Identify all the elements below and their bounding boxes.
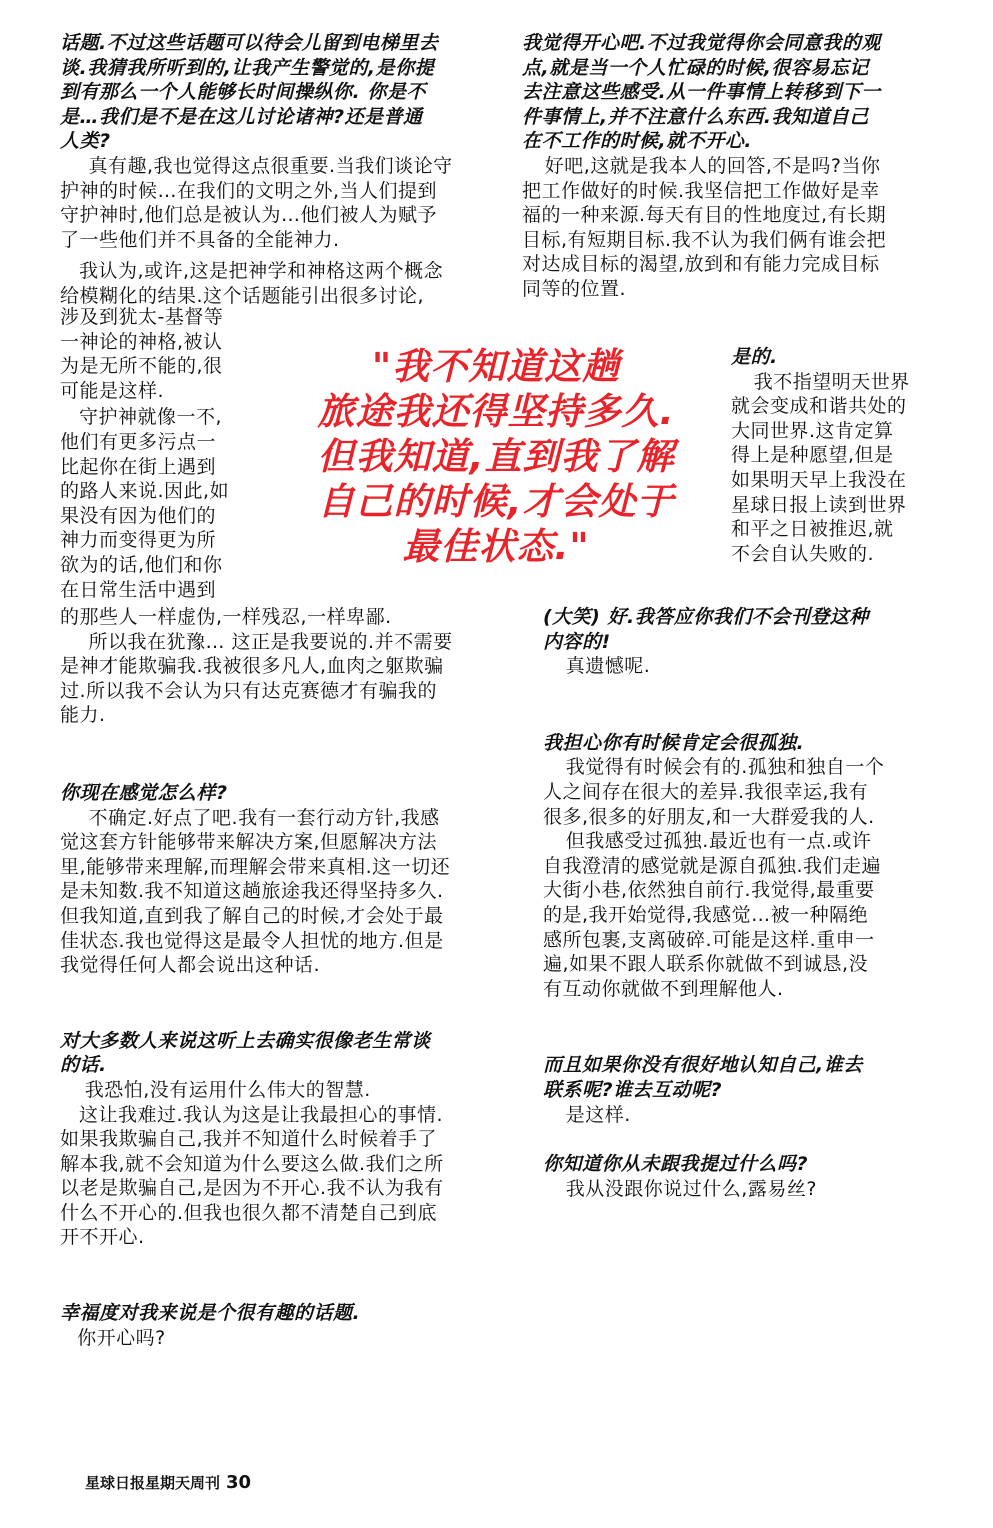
right-column-narrow (731, 345, 941, 566)
left-column-narrow (60, 305, 260, 602)
question-feeling: 你现在感觉怎么样? (60, 781, 228, 804)
answer-paragraph: 我不指望明天世界 就会变成和谐共处的 大同世界.这肯定算 得上是种愿望,但是 如果明天早上我没在 星球日报上读到世界 和平之日被推迟,就 不会自认失败的. (731, 370, 910, 565)
answer-line: 我从没跟你说过什么,露易丝? (565, 1177, 817, 1200)
answer-line: 是这样. (565, 1103, 631, 1126)
question-self: 而且如果你没有很好地认知自己,谁去 联系呢?谁去互动呢? (543, 1054, 863, 1101)
page-number: 30 (226, 1472, 252, 1493)
answer-paragraph: 但我感受过孤独.最近也有一点.或许 自我澄清的感觉就是源自孤独.我们走遍 大街小巷,依然独自前行.我觉得,最重要 的是,我开始觉得,我感觉…被一种隔绝 感所包裹,支离破碎.可能是这样.重申一 遍,如果不跟人联系你就做不到诚恳,没 有互动你就做不到理解他人. (543, 830, 882, 1000)
question-happy: 我觉得开心吧.不过我觉得你会同意我的观 点,就是当一个人忙碌的时候,很容易忘记 去注意这些感受.从一件事情上转移到下一 件事情上,并不注意什么东西.我知道自己 在不工作的时候,就不开心. (522, 32, 881, 153)
answer-paragraph: 守护神就像一不, 他们有更多污点一 比起你在街上遇到 的路人来说.因此,如 果没有因为他们的 神力而变得更为所 欲为的话,他们和你 在日常生活中遇到 (60, 406, 230, 601)
answer-paragraph: 涉及到犹太-基督等 一神论的神格,被认 为是无所不能的,很 可能是这样. (60, 306, 224, 402)
answer-paragraph: 不确定.好点了吧.我有一套行动方针,我感 觉这套方针能够带来解决方案,但愿解决方法 里,能够带来理解,而理解会带来真相.这一切还 是未知数.我不知道这趟旅途我还得坚持多久. 但我知道,直到我了解自己的时候,才会处于最 佳状态.我也觉得这是最令人担忧的地方.但是 我觉得任何人都会说出这种话. (60, 806, 451, 977)
question-laugh: (大笑) 好.我答应你我们不会刊登这种 内容的! (543, 606, 869, 653)
question-never: 你知道你从未跟我提过什么吗? (543, 1153, 809, 1176)
question-lonely: 我担心你有时候肯定会很孤独. (543, 731, 805, 754)
answer-line: 你开心吗? (77, 1326, 166, 1349)
answer-paragraph: 所以我在犹豫… 这正是我要说的.并不需要 是神才能欺骗我.我被很多凡人,血肉之躯欺骗 过.所以我不会认为只有达克赛德才有骗我的 能力. (60, 630, 453, 727)
question-cliche: 对大多数人来说这听上去确实很像老生常谈 的话. (60, 1029, 431, 1077)
left-column-bottom: 的那些人一样虚伪,一样残忍,一样卑鄙. 所以我在犹豫… 这正是我要说的.并不需要 是神才能欺骗我.我被很多凡人,血肉之躯欺骗 过.所以我不会认为只有达克赛德才有骗我的 能力. 你现在感觉怎么样? 不确定.好点了吧.我有一套行动方针,我感 觉这套方针能够带来解决方案,但愿解决方法 里,能够带来理解,而理解会带来真相.这一切还 是未知数.我不知道这趟旅途我还得坚持多久. 但我知道,直到我了解自己的时候,才会处于最 佳状态.我也觉得这是最令人担忧的地方.但是 我觉得任何人都会说出这种话. 对大多数人来说这听上去确实很像老生常谈 的话. 我恐怕,没有运用什么伟大的智慧. 这让我难过.我认为这是让我最担心的事情. 如果我欺骗自己,我并不知道什么时候着手了 解本我,就不会知道为什么要这么做.我们之所 以老是欺骗自己,是因为不开心.我不认为我有 什么不开心的.但我也很久都不清楚自己到底 开不开心. 幸福度对我来说是个很有趣的话题. 你开心吗? (60, 605, 500, 1350)
answer-paragraph: 这让我难过.我认为这是让我最担心的事情. 如果我欺骗自己,我并不知道什么时候着手了 解本我,就不会知道为什么要这么做.我们之所 以老是欺骗自己,是因为不开心.我不认为我有 什么不开心的.但我也很久都不清楚自己到底 开不开心. (60, 1103, 444, 1249)
answer-line: 真遗憾呢. (565, 655, 651, 678)
answer-paragraph: 我认为,或许,这是把神学和神格这两个概念 给模糊化的结果.这个话题能引出很多讨论, (60, 260, 444, 307)
publication-name: 星球日报星期天周刊 (85, 1474, 221, 1492)
answer-paragraph: 好吧,这就是我本人的回答,不是吗?当你 把工作做好的时候.我坚信把工作做好是幸 福的一种来源.每天有目的性地度过,有长期 目标,有短期目标.我不认为我们俩有谁会把 对达成目标的渴望,放到和有能力完成目标 同等的位置. (522, 154, 887, 300)
left-column-top (60, 31, 500, 309)
right-column-top (522, 31, 942, 302)
answer-paragraph: 我觉得有时候会有的.孤独和独自一个 人之间存在很大的差异.我很幸运,我有 很多,很多的好朋友,和一大群爱我的人. (543, 756, 885, 828)
question-yes: 是的. (731, 346, 778, 368)
question-continued: 话题.不过这些话题可以待会儿留到电梯里去 谈.我猜我所听到的,让我产生警觉的,是你提 到有那么一个人能够长时间操纵你. 你是不 是…我们是不是在这儿讨论诸神?还是普通 人类? (60, 32, 439, 153)
page-footer (85, 1472, 251, 1493)
pull-quote: "我不知道这趟 旅途我还得坚持多久. 但我知道,直到我了解 自己的时候,才会处于 最佳状态." (317, 345, 675, 568)
right-column-bottom (543, 605, 943, 1201)
answer-paragraph: 真有趣,我也觉得这点很重要.当我们谈论守 护神的时候…在我们的文明之外,当人们提到 守护神时,他们总是被认为…他们被人为赋予 了一些他们并不具备的全能神力. (60, 154, 453, 251)
answer-line: 我恐怕,没有运用什么伟大的智慧. (84, 1078, 371, 1101)
question-happiness: 幸福度对我来说是个很有趣的话题. (60, 1302, 361, 1325)
